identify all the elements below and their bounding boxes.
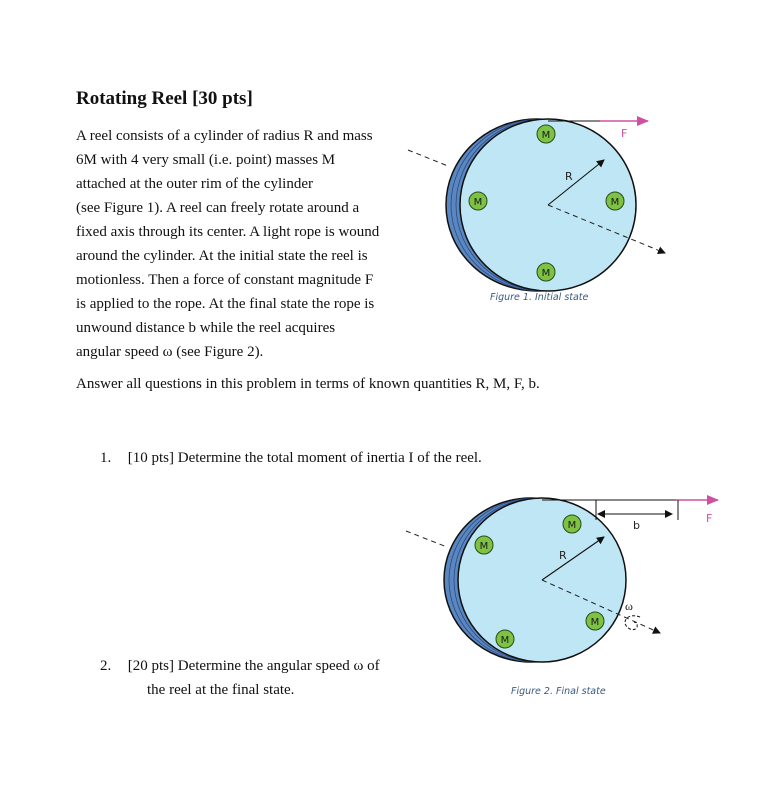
description-line: motionless. Then a force of constant magnitude F	[76, 272, 374, 288]
question-number: 2.	[100, 658, 112, 674]
answer-instruction: Answer all questions in this problem in terms of known quantities R, M, F, b.	[76, 376, 540, 392]
point-mass	[496, 630, 514, 648]
question-number: 1.	[100, 450, 112, 466]
problem-title: Rotating Reel [30 pts]	[76, 88, 253, 109]
radius-label: R	[559, 549, 567, 562]
mass-label: M	[500, 635, 510, 646]
description-line: is applied to the rope. At the final state the rope is	[76, 296, 375, 312]
question-text: [20 pts] Determine the angular speed ω of	[127, 658, 380, 674]
question-text-continued: the reel at the final state.	[147, 682, 295, 698]
force-label: F	[706, 512, 713, 525]
mass-label: M	[590, 617, 600, 628]
question-text: [10 pts] Determine the total moment of inertia I of the reel.	[127, 450, 482, 466]
point-mass	[563, 515, 581, 533]
description-line: attached at the outer rim of the cylinder	[76, 176, 313, 192]
mass-label: M	[541, 130, 551, 141]
rotation-axis-left	[408, 150, 448, 166]
description-line: A reel consists of a cylinder of radius R and mass	[76, 128, 373, 144]
figure-2-caption: Figure 2. Final state	[511, 686, 606, 697]
point-mass	[469, 192, 487, 210]
description-line: around the cylinder. At the initial state the reel is	[76, 248, 368, 264]
point-mass	[475, 536, 493, 554]
distance-label: b	[633, 519, 640, 532]
point-mass	[537, 125, 555, 143]
description-line: angular speed ω (see Figure 2).	[76, 344, 264, 360]
force-label: F	[621, 127, 628, 140]
mass-label: M	[567, 520, 577, 531]
description-line: unwound distance b while the reel acquires	[76, 320, 336, 336]
mass-label: M	[610, 197, 620, 208]
description-line: fixed axis through its center. A light rope is wound	[76, 224, 380, 240]
point-mass	[586, 612, 604, 630]
point-mass	[606, 192, 624, 210]
figure-1-caption: Figure 1. Initial state	[490, 292, 589, 303]
radius-label: R	[565, 170, 573, 183]
description-line: 6M with 4 very small (i.e. point) masses M	[76, 152, 336, 168]
point-mass	[537, 263, 555, 281]
rotation-axis-left	[406, 531, 447, 547]
description-line: (see Figure 1). A reel can freely rotate around a	[76, 200, 360, 216]
mass-label: M	[479, 541, 489, 552]
mass-label: M	[473, 197, 483, 208]
mass-label: M	[541, 268, 551, 279]
figure-2	[406, 498, 718, 697]
omega-label: ω	[625, 599, 633, 613]
